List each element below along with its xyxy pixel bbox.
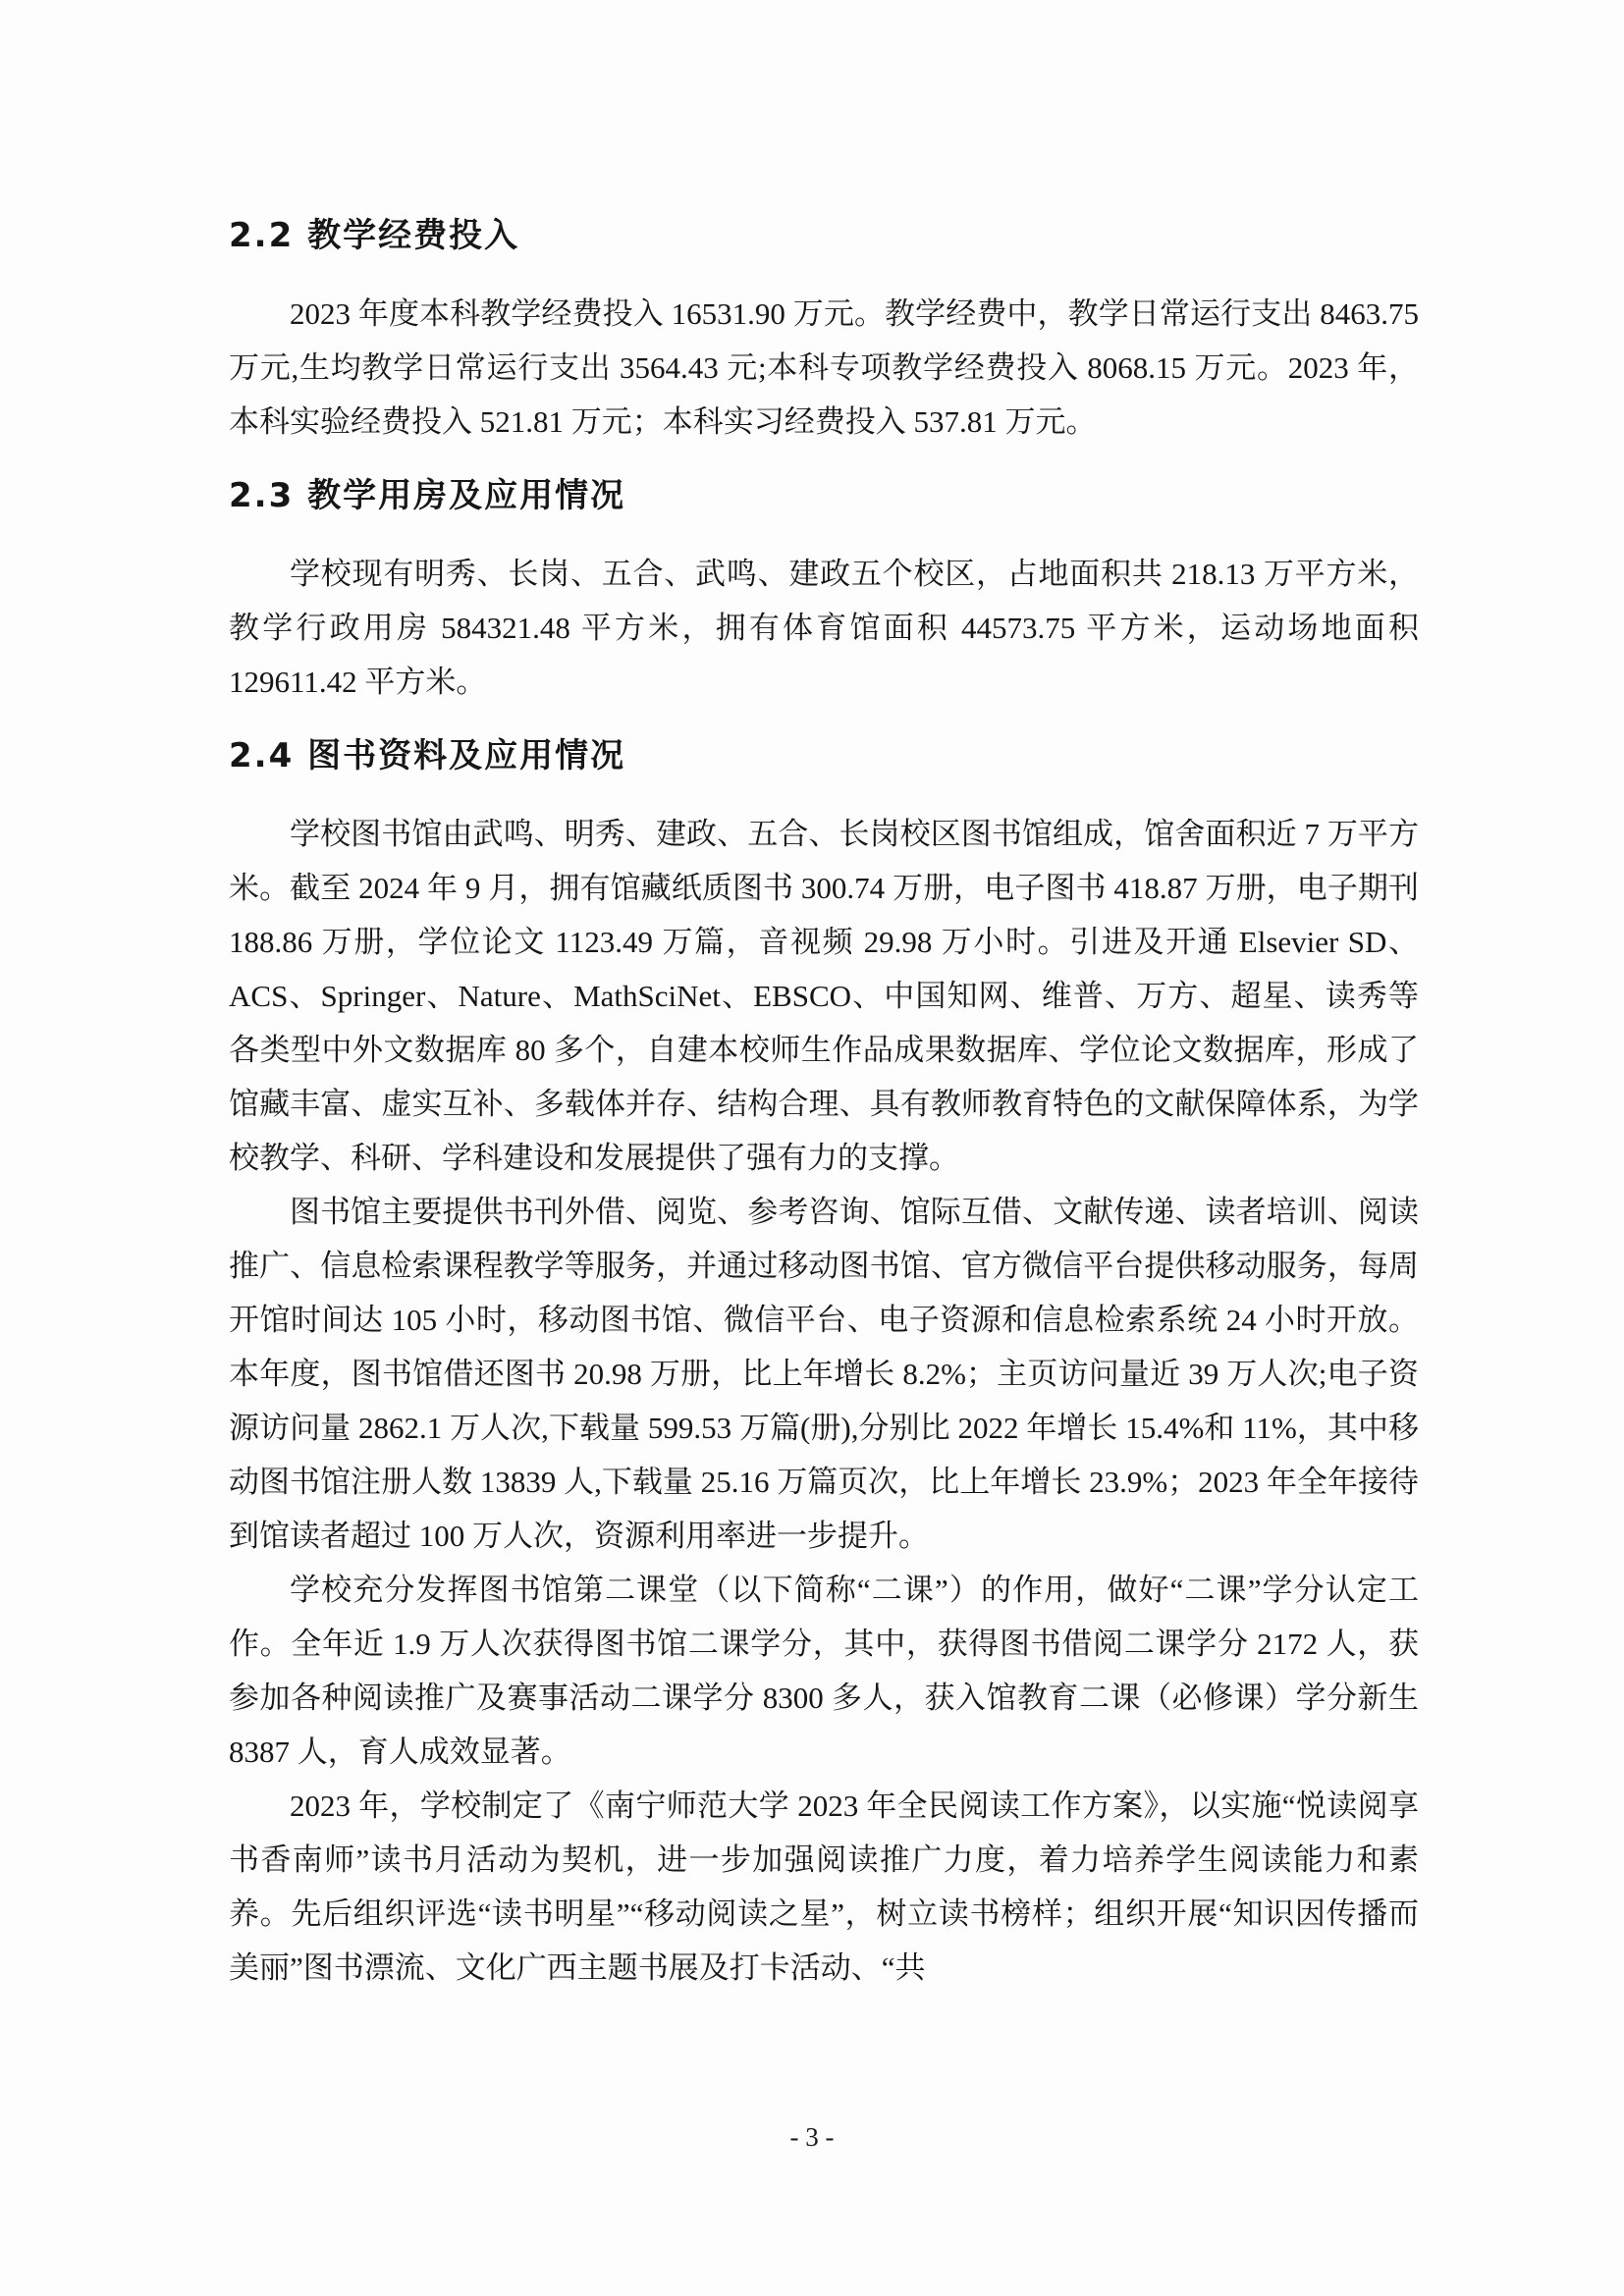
section-library-resources: [229, 734, 1419, 1995]
section-heading: 2.2 教学经费投入: [229, 216, 520, 255]
body-paragraph: 图书馆主要提供书刊外借、阅览、参考咨询、馆际互借、文献传递、读者培训、阅读推广、信息检索课程教学等服务，并通过移动图书馆、官方微信平台提供移动服务，每周开馆时间达 105 小时，移动图书馆、微信平台、电子资源和信息检索系统 24 小时开放。本年度，图书馆借还图书 20.98 万册，比上年增长 8.2%；主页访问量近 39 万人次;电子资源访问量 2862.1 万人次,下载量 599.53 万篇(册),分别比 2022 年增长 15.4%和 11%，其中移动图书馆注册人数 13839 人,下载量 25.16 万篇页次，比上年增长 23.9%；2023 年全年接待到馆读者超过 100 万人次，资源利用率进一步提升。: [229, 1195, 1419, 1553]
body-paragraph: 2023 年度本科教学经费投入 16531.90 万元。教学经费中，教学日常运行支出 8463.75 万元,生均教学日常运行支出 3564.43 元;本科专项教学经费投入 8068.15 万元。2023 年，本科实验经费投入 521.81 万元；本科实习经费投入 537.81 万元。: [229, 296, 1419, 439]
document-content: [229, 196, 1419, 1995]
body-paragraph: 学校现有明秀、长岗、五合、武鸣、建政五个校区，占地面积共 218.13 万平方米，教学行政用房 584321.48 平方米，拥有体育馆面积 44573.75 平方米，运动场地面积 129611.42 平方米。: [229, 557, 1419, 699]
section-heading: 2.3 教学用房及应用情况: [229, 476, 626, 515]
section-teaching-funds: [229, 214, 1419, 449]
body-paragraph: 2023 年，学校制定了《南宁师范大学 2023 年全民阅读工作方案》，以实施“悦读阅享 书香南师”读书月活动为契机，进一步加强阅读推广力度，着力培养学生阅读能力和素养。先后组织评选“读书明星”“移动阅读之星”，树立读书榜样；组织开展“知识因传播而美丽”图书漂流、文化广西主题书展及打卡活动、“共: [229, 1789, 1419, 1985]
section-teaching-buildings: [229, 474, 1419, 709]
section-heading: 2.4 图书资料及应用情况: [229, 736, 626, 775]
body-paragraph: 学校图书馆由武鸣、明秀、建政、五合、长岗校区图书馆组成，馆舍面积近 7 万平方米。截至 2024 年 9 月，拥有馆藏纸质图书 300.74 万册，电子图书 418.87 万册，电子期刊 188.86 万册，学位论文 1123.49 万篇，音视频 29.98 万小时。引进及开通 Elsevier SD、ACS、Springer、Nature、MathSciNet、EBSCO、中国知网、维普、万方、超星、读秀等各类型中外文数据库 80 多个，自建本校师生作品成果数据库、学位论文数据库，形成了馆藏丰富、虚实互补、多载体并存、结构合理、具有教师教育特色的文献保障体系，为学校教学、科研、学科建设和发展提供了强有力的支撑。: [229, 817, 1419, 1175]
body-paragraph: 学校充分发挥图书馆第二课堂（以下简称“二课”）的作用，做好“二课”学分认定工作。全年近 1.9 万人次获得图书馆二课学分，其中，获得图书借阅二课学分 2172 人，获参加各种阅读推广及赛事活动二课学分 8300 多人，获入馆教育二课（必修课）学分新生 8387 人，育人成效显著。: [229, 1573, 1419, 1769]
page-number: - 3 -: [789, 2122, 835, 2152]
